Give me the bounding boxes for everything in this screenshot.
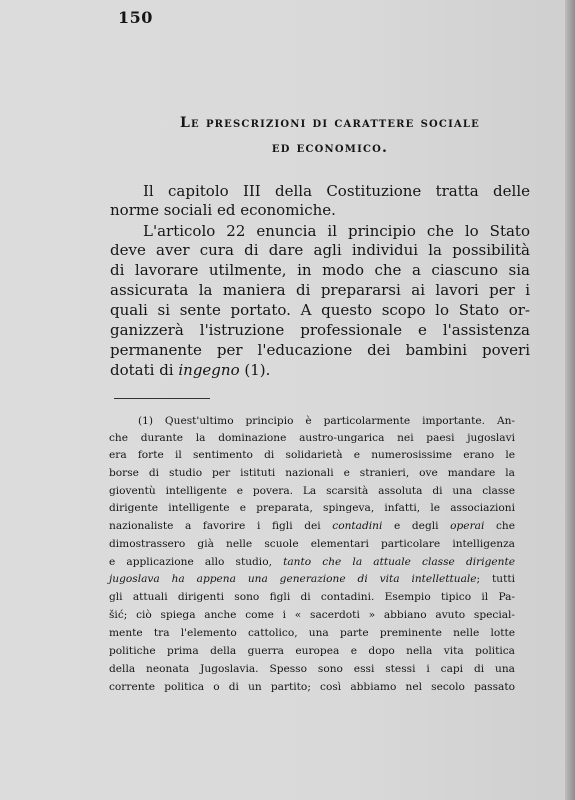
text-run: e applicazione allo studio, xyxy=(109,556,284,568)
text-run: che xyxy=(484,520,515,532)
page-edge-shadow xyxy=(565,0,575,800)
body-line: quali si sente portato. A questo scopo lo Stato or- xyxy=(110,301,530,319)
section-heading-line-1: Le prescrizioni di carattere sociale xyxy=(180,115,480,131)
italic-text-run: tanto che la attuale classe dirigente xyxy=(283,556,515,568)
footnote-separator-rule xyxy=(114,398,210,399)
body-line: permanente per l'educazione dei bambini poveri xyxy=(110,341,530,359)
footnote-line: che durante la dominazione austro-ungarica nei paesi jugoslavi xyxy=(109,432,515,444)
body-line: L'articolo 22 enuncia il principio che lo Stato xyxy=(143,222,530,240)
section-heading-line-2: ed economico. xyxy=(271,140,389,156)
italic-text-run: jugoslava ha appena una generazione di vita intellettuale xyxy=(109,573,477,585)
body-line: Il capitolo III della Costituzione tratta delle xyxy=(143,182,530,200)
body-line: norme sociali ed economiche. xyxy=(110,201,336,219)
body-line: ganizzerà l'istruzione professionale e l'assistenza xyxy=(110,321,530,339)
body-line: deve aver cura di dare agli individui la possibilità xyxy=(110,241,530,259)
footnote-line: šić; ciò spiega anche come i « sacerdoti » abbiano avuto special- xyxy=(109,609,515,621)
text-run: nazionaliste a favorire i figli dei xyxy=(109,520,333,532)
footnote-line: mente tra l'elemento cattolico, una parte preminente nelle lotte xyxy=(109,627,515,639)
body-line: assicurata la maniera di prepararsi ai lavori per i xyxy=(110,281,530,299)
italic-text-run: contadini xyxy=(332,520,383,532)
footnote-line: dimostrassero già nelle scuole elementari particolare intelligenza xyxy=(109,538,515,550)
italic-text-run: ingegno xyxy=(178,361,240,379)
footnote-line: politiche prima della guerra europea e dopo nella vita politica xyxy=(109,645,515,657)
footnote-line xyxy=(109,555,515,569)
footnote-line: dirigente intelligente e preparata, spingeva, infatti, le associazioni xyxy=(109,502,515,514)
text-run: ; tutti xyxy=(476,573,515,585)
footnote-line xyxy=(109,519,515,533)
footnote-line: gioventù intelligente e povera. La scarsità assoluta di una classe xyxy=(109,485,515,497)
italic-text-run: operai xyxy=(450,520,485,532)
footnote-line: della neonata Jugoslavia. Spesso sono essi stessi i capi di una xyxy=(109,663,515,675)
footnote-line xyxy=(109,572,515,586)
page-number: 150 xyxy=(118,8,153,27)
footnote-line: borse di studio per istituti nazionali e stranieri, ove mandare la xyxy=(109,467,515,479)
text-run: dotati di xyxy=(110,361,179,379)
text-run: e degli xyxy=(382,520,451,532)
body-line: di lavorare utilmente, in modo che a ciascuno sia xyxy=(110,261,530,279)
footnote-line: (1) Quest'ultimo principio è particolarmente importante. An- xyxy=(138,415,515,427)
text-run: (1). xyxy=(239,361,271,379)
footnote-line: gli attuali dirigenti sono figli di contadini. Esempio tipico il Pa- xyxy=(109,591,515,603)
footnote-line: era forte il sentimento di solidarietà e numerosissime erano le xyxy=(109,449,515,461)
body-line-last xyxy=(110,361,530,379)
footnote-line: corrente politica o di un partito; così abbiamo nel secolo passato xyxy=(109,681,515,693)
